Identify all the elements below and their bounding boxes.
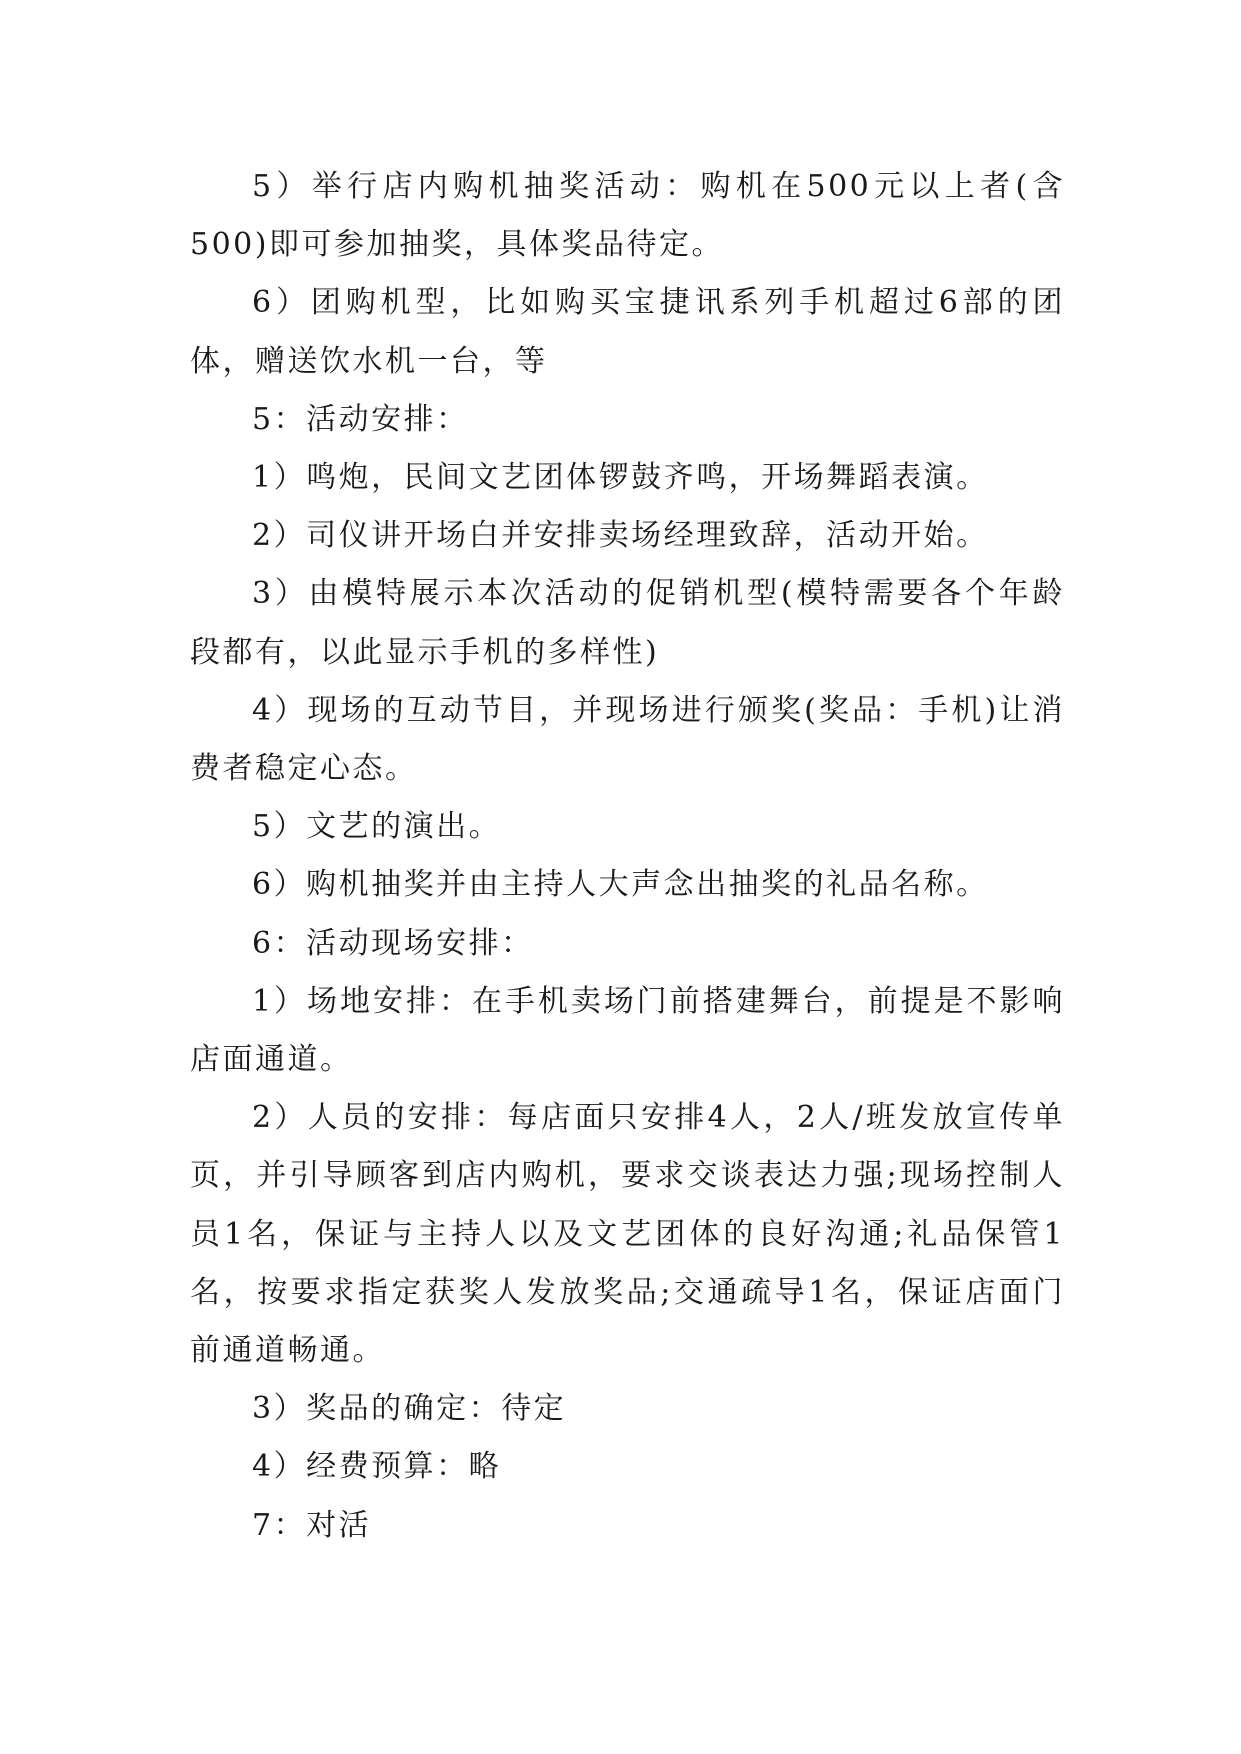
section-heading: 7：对活 bbox=[252, 1507, 372, 1543]
paragraph: 5）举行店内购机抽奖活动：购机在500元以上者(含500)即可参加抽奖，具体奖品待定。 bbox=[190, 169, 1065, 263]
paragraph: 4）现场的互动节目，并现场进行颁奖(奖品：手机)让消费者稳定心态。 bbox=[190, 692, 1065, 787]
paragraph: 2）人员的安排：每店面只安排4人，2人/班发放宣传单页，并引导顾客到店内购机，要求交谈表达力强;现场控制人员1名，保证与主持人以及文艺团体的良好沟通;礼品保管1名，按要求指定获奖人发放奖品;交通疏导1名，保证店面门前通道畅通。 bbox=[190, 1100, 1065, 1369]
paragraph: 1）场地安排：在手机卖场门前搭建舞台，前提是不影响店面通道。 bbox=[190, 983, 1065, 1078]
paragraph: 6）购机抽奖并由主持人大声念出抽奖的礼品名称。 bbox=[252, 867, 989, 903]
document-page bbox=[190, 158, 1065, 1555]
paragraph: 4）经费预算：略 bbox=[252, 1449, 502, 1485]
section-heading: 6：活动现场安排： bbox=[252, 925, 534, 961]
paragraph: 3）奖品的确定：待定 bbox=[252, 1391, 567, 1427]
paragraph: 3）由模特展示本次活动的促销机型(模特需要各个年龄段都有，以此显示手机的多样性) bbox=[190, 576, 1065, 670]
paragraph: 5）文艺的演出。 bbox=[252, 809, 502, 845]
paragraph: 1）鸣炮，民间文艺团体锣鼓齐鸣，开场舞蹈表演。 bbox=[252, 460, 989, 496]
paragraph: 6）团购机型，比如购买宝捷讯系列手机超过6部的团体，赠送饮水机一台，等 bbox=[190, 285, 1065, 379]
section-heading: 5：活动安排： bbox=[252, 401, 469, 437]
paragraph: 2）司仪讲开场白并安排卖场经理致辞，活动开始。 bbox=[252, 518, 989, 554]
